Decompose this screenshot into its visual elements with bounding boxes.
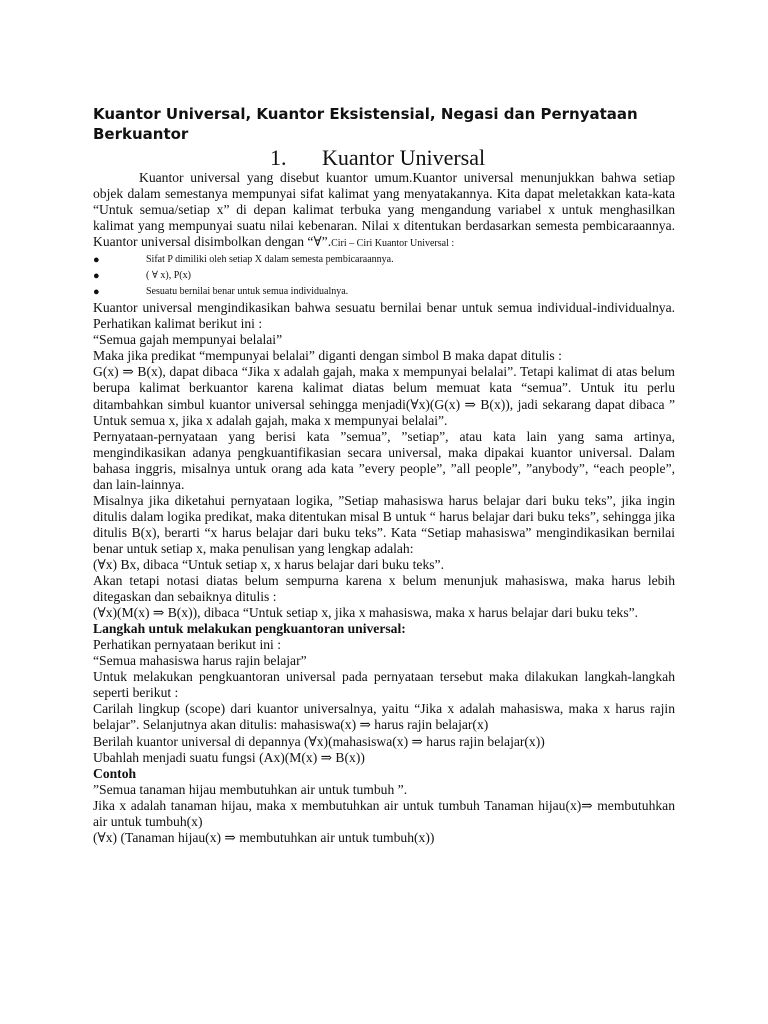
list-item-text: Sifat P dimiliki oleh setiap X dalam semesta pembicaraannya. [146, 254, 394, 266]
list-item [93, 252, 675, 268]
paragraph: “Semua mahasiswa harus rajin belajar” [93, 653, 307, 669]
paragraph: Akan tetapi notasi diatas belum sempurna karena x belum menunjuk mahasiswa, maka harus lebih ditegaskan dan sebaiknya ditulis : [93, 573, 675, 605]
paragraph: (∀x)(M(x) ⇒ B(x)), dibaca “Untuk setiap x, jika x mahasiswa, maka x harus belajar dari buku teks”. [93, 605, 639, 621]
paragraph: ”Semua tanaman hijau membutuhkan air untuk tumbuh ”. [93, 781, 408, 797]
paragraph: Untuk melakukan pengkuantoran universal pada pernyataan tersebut maka dilakukan langkah-langkah seperti berikut : [93, 669, 675, 701]
paragraph: Kuantor universal mengindikasikan bahwa sesuatu bernilai benar untuk semua individual-individualnya. Perhatikan kalimat berikut ini : [93, 300, 675, 332]
list-item [93, 268, 675, 284]
list-item-text: ( ∀ x), P(x) [146, 270, 191, 282]
bullet-dot: ● [93, 270, 100, 283]
paragraph: Misalnya jika diketahui pernyataan logika, ”Setiap mahasiswa harus belajar dari buku teks”, jika ingin ditulis dalam logika predikat, maka ditentukan misal B untuk “ harus belajar dari buku teks”, sehingga jika ditulis B(x), berarti “x harus belajar dari buku teks”. Kata “Setiap mahasiswa” mengindikasikan bernilai benar untuk setiap x, maka penulisan yang lengkap adalah: [93, 492, 675, 556]
bullet-dot: ● [93, 286, 100, 299]
section-title-text: Kuantor Universal [322, 145, 486, 170]
document-heading: Kuantor Universal, Kuantor Eksistensial, Negasi dan Pernyataan Berkuantor [93, 105, 638, 143]
section-number: 1. [270, 145, 287, 170]
paragraph: (∀x) (Tanaman hijau(x) ⇒ membutuhkan air untuk tumbuh(x)) [93, 829, 435, 845]
ciri-list [93, 252, 675, 300]
document-body [93, 170, 675, 846]
intro-text: Kuantor universal yang disebut kuantor umum.Kuantor universal menunjukkan bahwa setiap objek dalam semestanya mempunyai sifat kalimat yang menyatakannya. Kita dapat meletakkan kata-kata “Untuk semua/setiap x” di depan kalimat terbuka yang mengandung variabel x untuk menghasilkan kalimat yang mempunyai suatu nilai kebenaran. Nilai x ditentukan berdasarkan semesta pembicaraannya. Kuantor universal disimbolkan dengan “∀”. [93, 170, 675, 250]
paragraph: Jika x adalah tanaman hijau, maka x membutuhkan air untuk tumbuh Tanaman hijau(x)⇒ membutuhkan air untuk tumbuh(x) [93, 797, 675, 829]
steps-heading: Langkah untuk melakukan pengkuantoran universal: [93, 621, 406, 637]
paragraph: Ubahlah menjadi suatu fungsi (Ax)(M(x) ⇒ B(x)) [93, 749, 365, 765]
paragraph: Carilah lingkup (scope) dari kuantor universalnya, yaitu “Jika x adalah mahasiswa, maka x harus rajin belajar”. Selanjutnya akan ditulis: mahasiswa(x) ⇒ harus rajin belajar(x) [93, 701, 675, 733]
list-item-text: Sesuatu bernilai benar untuk semua individualnya. [146, 286, 349, 298]
paragraph: Perhatikan pernyataan berikut ini : [93, 637, 281, 653]
contoh-heading: Contoh [93, 765, 137, 781]
ciri-label: Ciri – Ciri Kuantor Universal : [331, 238, 455, 250]
paragraph: G(x) ⇒ B(x), dapat dibaca “Jika x adalah gajah, maka x mempunyai belalai”. Tetapi kalimat di atas belum berupa kalimat berkuantor karena kalimat diatas belum memuat kata “semua”. Untuk itu perlu ditambahkan simbul kuantor universal sehingga menjadi(∀x)(G(x) ⇒ B(x)), jadi sekarang dapat dibaca ” Untuk semua x, jika x adalah gajah, maka x mempunyai belalai”. [93, 364, 675, 428]
bullet-dot: ● [93, 254, 100, 267]
paragraph: Pernyataan-pernyataan yang berisi kata ”semua”, ”setiap”, atau kata lain yang sama artinya, mengindikasikan adanya pengkuantifikasian secara universal, maka dipakai kuantor universal. Dalam bahasa inggris, misalnya untuk orang ada kata ”every people”, ”all people”, ”anybody”, “each people”, dan lain-lainnya. [93, 428, 675, 492]
paragraph: Maka jika predikat “mempunyai belalai” diganti dengan simbol B maka dapat ditulis : [93, 348, 562, 364]
section-title [270, 145, 485, 171]
paragraph: (∀x) Bx, dibaca “Untuk setiap x, x harus belajar dari buku teks”. [93, 556, 444, 572]
paragraph: “Semua gajah mempunyai belalai” [93, 332, 283, 348]
intro-paragraph [93, 170, 675, 252]
list-item [93, 284, 675, 300]
paragraph: Berilah kuantor universal di depannya (∀x)(mahasiswa(x) ⇒ harus rajin belajar(x)) [93, 733, 545, 749]
